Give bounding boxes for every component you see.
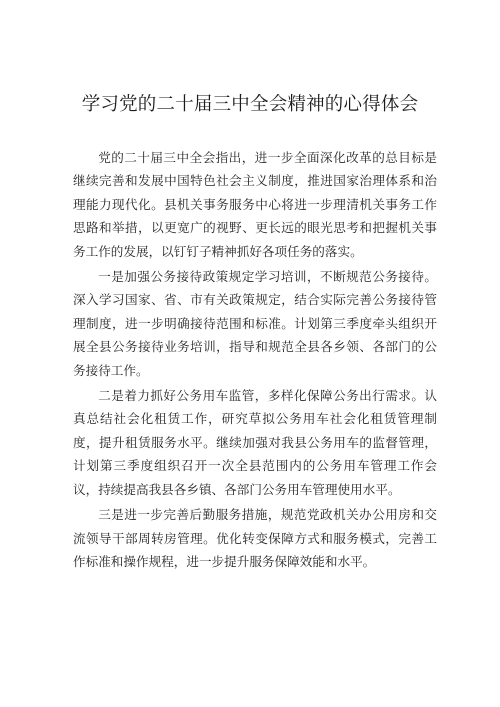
body-paragraph-2: 一是加强公务接待政策规定学习培训，不断规范公务接待。深入学习国家、省、市有关政策规定，结合实际完善公务接待管理制度，进一步明确接待范围和标准。计划第三季度牵头组织开展全县公务接待业务培训，指导和规范全县各乡领、各部门的公务接待工作。 [73, 269, 437, 378]
document-body [73, 146, 437, 575]
body-paragraph-3: 二是着力抓好公务用车监管，多样化保障公务出行需求。认真总结社会化租赁工作，研究草拟公务用车社会化租赁管理制度，提升租赁服务水平。继续加强对我县公务用车的监督管理，计划第三季度组织召开一次全县范围内的公务用车管理工作会议，持续提高我县各乡镇、各部门公务用车管理使用水平。 [73, 388, 437, 497]
body-paragraph-1: 党的二十届三中全会指出，进一步全面深化改革的总目标是继续完善和发展中国特色社会主义制度，推进国家治理体系和治理能力现代化。县机关事务服务中心将进一步理清机关事务工作思路和举措，以更宽广的视野、更长远的眼光思考和把握机关事务工作的发展，以钉钉子精神抓好各项任务的落实。 [73, 150, 437, 259]
document-title: 学习党的二十届三中全会精神的心得体会 [81, 94, 419, 115]
body-paragraph-4: 三是进一步完善后勤服务措施，规范党政机关办公用房和交流领导干部周转房管理。优化转变保障方式和服务模式，完善工作标准和操作规程，进一步提升服务保障效能和水平。 [73, 507, 437, 569]
